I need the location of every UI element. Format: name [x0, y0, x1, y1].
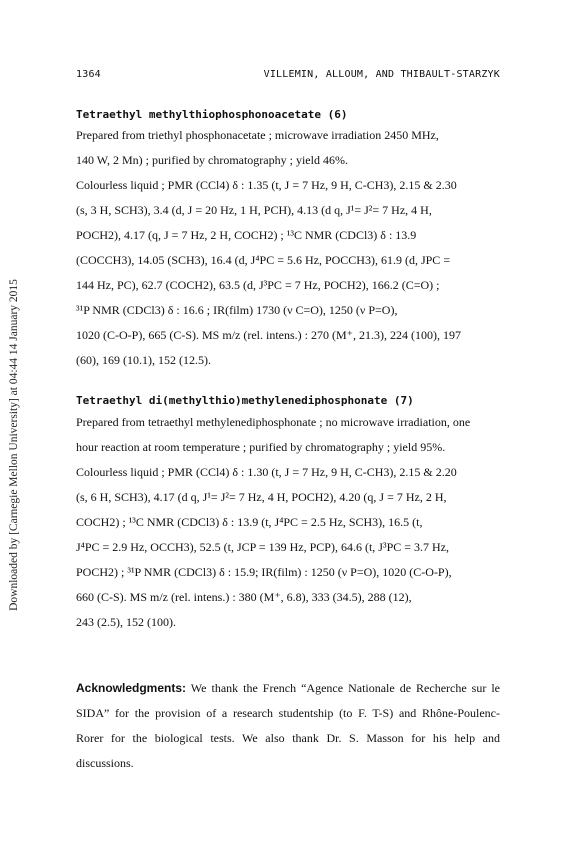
- compound-6-line: 1020 (C-O-P), 665 (C-S). MS m/z (rel. intens.) : 270 (M⁺, 21.3), 224 (100), 197: [76, 328, 461, 342]
- page-number: 1364: [76, 69, 101, 80]
- compound-7-line: J⁴PC = 2.9 Hz, OCCH3), 52.5 (t, JCP = 139 Hz, PCP), 64.6 (t, J³PC = 3.7 Hz,: [76, 540, 450, 554]
- acknowledgments-text: We thank the French “Agence Nationale de Recherche sur le: [186, 681, 500, 695]
- compound-7-line: Colourless liquid ; PMR (CCl4) δ : 1.30 (t, J = 7 Hz, 9 H, C-CH3), 2.15 & 2.20: [76, 465, 457, 479]
- compound-6-line: (COCCH3), 14.05 (SCH3), 16.4 (d, J⁴PC = 5.6 Hz, POCCH3), 61.9 (d, JPC =: [76, 253, 451, 267]
- compound-7-line: (s, 6 H, SCH3), 4.17 (d q, J¹= J²= 7 Hz, 4 H, POCH2), 4.20 (q, J = 7 Hz, 2 H,: [76, 490, 447, 504]
- acknowledgments-line: Rorer for the biological tests. We also thank Dr. S. Masson for his help and: [76, 731, 500, 745]
- download-note: Downloaded by [Carnegie Mellon University] at 04:44 14 January 2015: [8, 279, 20, 611]
- compound-6-line: 144 Hz, PC), 62.7 (COCH2), 63.5 (d, J³PC = 7 Hz, POCH2), 166.2 (C=O) ;: [76, 278, 440, 292]
- compound-6-line: (s, 3 H, SCH3), 3.4 (d, J = 20 Hz, 1 H, PCH), 4.13 (d q, J¹= J²= 7 Hz, 4 H,: [76, 203, 432, 217]
- acknowledgments-line: [76, 681, 500, 695]
- compound-7-line: hour reaction at room temperature ; purified by chromatography ; yield 95%.: [76, 440, 446, 454]
- compound-7-line: COCH2) ; ¹³C NMR (CDCl3) δ : 13.9 (t, J⁴PC = 2.5 Hz, SCH3), 16.5 (t,: [76, 515, 423, 529]
- compound-7-line: Prepared from tetraethyl methylenediphosphonate ; no microwave irradiation, one: [76, 415, 471, 429]
- compound-6-line: Prepared from triethyl phosphonacetate ; microwave irradiation 2450 MHz,: [76, 128, 439, 142]
- compound-7-line: 660 (C-S). MS m/z (rel. intens.) : 380 (M⁺, 6.8), 333 (34.5), 288 (12),: [76, 590, 412, 604]
- acknowledgments-heading: Acknowledgments:: [76, 681, 187, 695]
- compound-6-line: Colourless liquid ; PMR (CCl4) δ : 1.35 (t, J = 7 Hz, 9 H, C-CH3), 2.15 & 2.30: [76, 178, 457, 192]
- download-watermark: [3, 100, 25, 790]
- acknowledgments-line: SIDA” for the provision of a research studentship (to F. T-S) and Rhône-Poulenc-: [76, 706, 500, 720]
- compound-6-line: ³¹P NMR (CDCl3) δ : 16.6 ; IR(film) 1730 (ν C=O), 1250 (ν P=O),: [76, 303, 398, 317]
- compound-6-line: POCH2), 4.17 (q, J = 7 Hz, 2 H, COCH2) ; ¹³C NMR (CDCl3) δ : 13.9: [76, 228, 417, 242]
- compound-7-title: Tetraethyl di(methylthio)methylenediphosphonate (7): [76, 394, 414, 407]
- compound-6-line: 140 W, 2 Mn) ; purified by chromatography ; yield 46%.: [76, 153, 348, 167]
- compound-7-line: POCH2) ; ³¹P NMR (CDCl3) δ : 15.9; IR(film) : 1250 (ν P=O), 1020 (C-O-P),: [76, 565, 452, 579]
- compound-6-line: (60), 169 (10.1), 152 (12.5).: [76, 353, 211, 367]
- acknowledgments-line: discussions.: [76, 756, 134, 770]
- compound-7-line: 243 (2.5), 152 (100).: [76, 615, 176, 629]
- running-title: VILLEMIN, ALLOUM, AND THIBAULT-STARZYK: [263, 69, 500, 80]
- compound-6-title: Tetraethyl methylthiophosphonoacetate (6): [76, 108, 348, 121]
